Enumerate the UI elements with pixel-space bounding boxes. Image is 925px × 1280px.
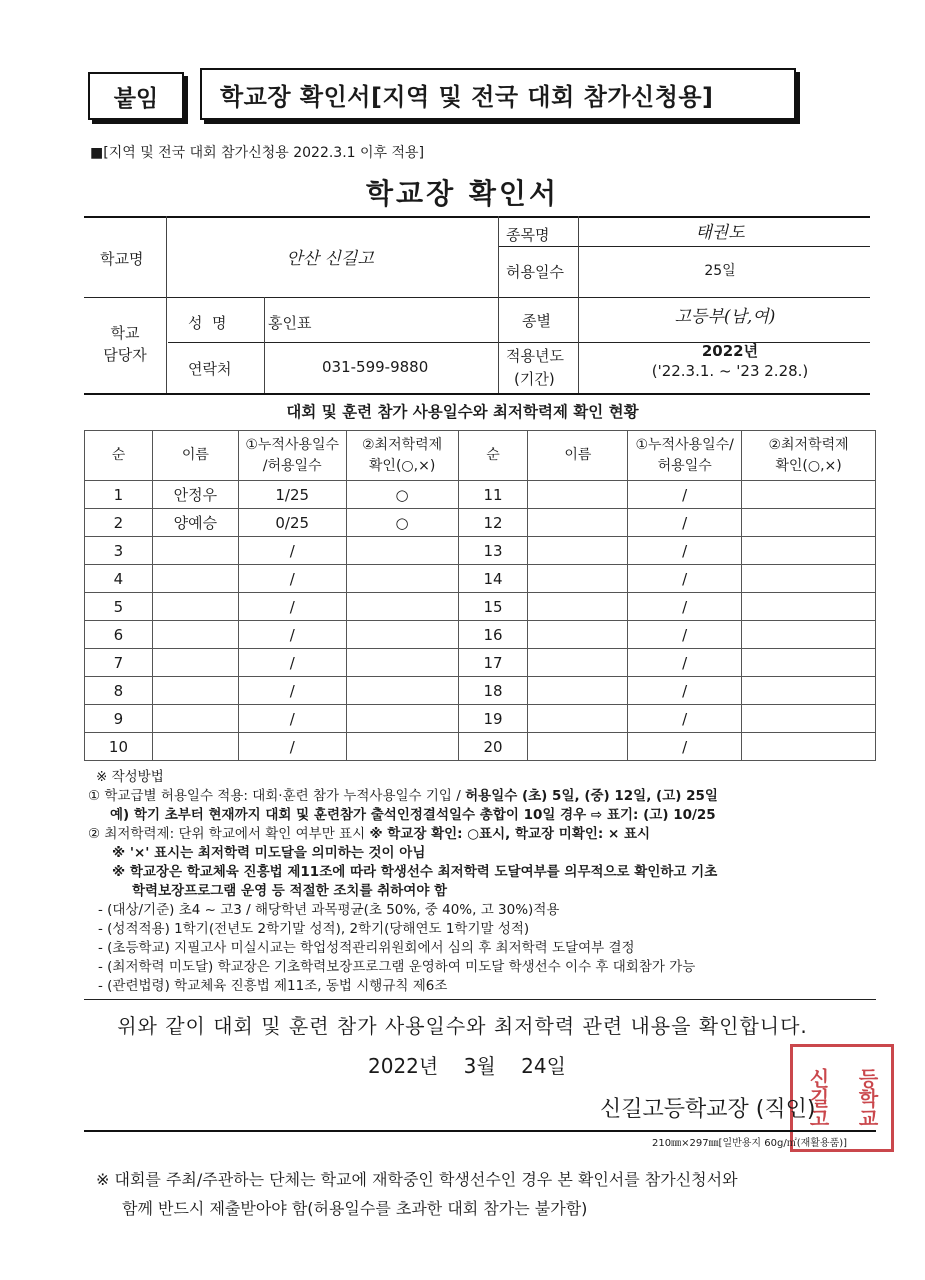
days-value: 25일 bbox=[704, 263, 736, 279]
row-days: / bbox=[238, 733, 346, 761]
submission-notice bbox=[96, 1165, 886, 1223]
table-row bbox=[85, 537, 876, 565]
footer-line-2: 함께 반드시 제출받아야 함(허용일수를 초과한 대회 참가는 불가함) bbox=[122, 1199, 588, 1218]
row-name-right bbox=[528, 537, 628, 565]
detail-3: - (초등학교) 지필고사 미실시교는 학업성적관리위원회에서 심의 후 최저학력 도달여부 결정 bbox=[98, 940, 635, 956]
issue-date: 2022년 3월 24일 bbox=[368, 1054, 566, 1078]
row-check-right bbox=[742, 677, 876, 705]
period-label-sub: (기간) bbox=[514, 370, 555, 388]
paper-spec: 210㎜×297㎜[일반용지 60g/㎡(재활용품)] bbox=[652, 1138, 848, 1149]
row-name: 안정우 bbox=[152, 481, 238, 509]
row-name bbox=[152, 565, 238, 593]
detail-1: - (대상/기준) 초4 ~ 고3 / 해당학년 과목평균(초 50%, 중 40%, 고 30%)적용 bbox=[98, 902, 560, 918]
row-no: 2 bbox=[85, 509, 153, 537]
row-days-right: / bbox=[628, 481, 742, 509]
row-no-right: 13 bbox=[458, 537, 528, 565]
row-name: 양예승 bbox=[152, 509, 238, 537]
row-days: / bbox=[238, 649, 346, 677]
note-3: ※ '×' 표시는 최저학력 미도달을 의미하는 것이 아님 bbox=[112, 845, 426, 861]
row-days: / bbox=[238, 593, 346, 621]
detail-4: - (최저학력 미도달) 학교장은 기초학력보장프로그램 운영하여 미도달 학생선수 이수 후 대회참가 가능 bbox=[98, 959, 696, 975]
row-days: / bbox=[238, 705, 346, 733]
row-check-right bbox=[742, 649, 876, 677]
header-check: ②최저학력제 확인(○,×) bbox=[346, 431, 458, 481]
principal-signature: 신길고등학교장 (직인) bbox=[600, 1097, 816, 1122]
seal-col-1: 신길고 bbox=[806, 1068, 830, 1128]
row-check-right bbox=[742, 705, 876, 733]
row-no: 7 bbox=[85, 649, 153, 677]
row-no: 6 bbox=[85, 621, 153, 649]
row-no: 9 bbox=[85, 705, 153, 733]
row-days-right: / bbox=[628, 733, 742, 761]
row-check-right bbox=[742, 509, 876, 537]
row-no: 8 bbox=[85, 677, 153, 705]
header-no: 순 bbox=[85, 431, 153, 481]
row-no-right: 15 bbox=[458, 593, 528, 621]
writing-instructions bbox=[88, 768, 888, 996]
manager-label: 학교 담당자 bbox=[103, 324, 147, 364]
division-label: 종별 bbox=[522, 312, 551, 330]
table-row bbox=[85, 677, 876, 705]
row-no-right: 14 bbox=[458, 565, 528, 593]
row-no: 4 bbox=[85, 565, 153, 593]
header-name: 이름 bbox=[152, 431, 238, 481]
document-title: 학교장 확인서 bbox=[365, 177, 560, 210]
row-name-right bbox=[528, 593, 628, 621]
event-value: 태권도 bbox=[695, 223, 745, 243]
row-check-right bbox=[742, 481, 876, 509]
info-col-rule bbox=[166, 216, 167, 393]
note-4-cont: 학력보장프로그램 운영 등 적절한 조치를 취하여야 함 bbox=[132, 883, 448, 899]
school-value: 안산 신길고 bbox=[286, 249, 374, 269]
table-row bbox=[85, 705, 876, 733]
row-no-right: 17 bbox=[458, 649, 528, 677]
row-check: ○ bbox=[346, 481, 458, 509]
info-col-rule bbox=[264, 297, 265, 393]
row-name bbox=[152, 705, 238, 733]
header-days-right: ①누적사용일수/ 허용일수 bbox=[628, 431, 742, 481]
row-no: 5 bbox=[85, 593, 153, 621]
info-rule bbox=[84, 297, 870, 298]
row-check: ○ bbox=[346, 509, 458, 537]
detail-5: - (관련법령) 학교체육 진흥법 제11조, 동법 시행규칙 제6조 bbox=[98, 978, 448, 994]
row-days-right: / bbox=[628, 593, 742, 621]
row-days: / bbox=[238, 677, 346, 705]
row-check-right bbox=[742, 537, 876, 565]
row-name-right bbox=[528, 733, 628, 761]
header-name-right: 이름 bbox=[528, 431, 628, 481]
row-name bbox=[152, 677, 238, 705]
row-check-right bbox=[742, 565, 876, 593]
row-name-right bbox=[528, 509, 628, 537]
row-no-right: 11 bbox=[458, 481, 528, 509]
info-col-rule bbox=[498, 216, 499, 393]
table-row bbox=[85, 509, 876, 537]
note-1: ① 학교급별 허용일수 적용: 대회·훈련 참가 누적사용일수 기입 / 허용일수 (초) 5일, (중) 12일, (고) 25일 bbox=[88, 788, 718, 804]
period-label: 적용년도 bbox=[506, 347, 564, 365]
row-name bbox=[152, 733, 238, 761]
row-days: / bbox=[238, 621, 346, 649]
row-check bbox=[346, 649, 458, 677]
row-days: / bbox=[238, 565, 346, 593]
row-check-right bbox=[742, 733, 876, 761]
name-label: 성 명 bbox=[188, 314, 227, 332]
row-no: 1 bbox=[85, 481, 153, 509]
row-check-right bbox=[742, 621, 876, 649]
row-name-right bbox=[528, 621, 628, 649]
table-row bbox=[85, 565, 876, 593]
row-check bbox=[346, 537, 458, 565]
confirmation-text: 위와 같이 대회 및 훈련 참가 사용일수와 최저학력 관련 내용을 확인합니다. bbox=[117, 1014, 808, 1038]
period-range: ('22.3.1. ~ '23 2.28.) bbox=[651, 362, 809, 380]
info-col-rule bbox=[578, 216, 579, 393]
row-check bbox=[346, 621, 458, 649]
row-days-right: / bbox=[628, 537, 742, 565]
table-row bbox=[85, 481, 876, 509]
table-row bbox=[85, 733, 876, 761]
note-1-example: 예) 학기 초부터 현재까지 대회 및 훈련참가 출석인정결석일수 총합이 10일 경우 ⇨ 표기: (고) 10/25 bbox=[110, 807, 716, 823]
row-name bbox=[152, 593, 238, 621]
division-value: 고등부(남,여) bbox=[674, 307, 776, 327]
signature-rule bbox=[84, 1130, 876, 1132]
table-row bbox=[85, 621, 876, 649]
row-name bbox=[152, 537, 238, 565]
seal-col-2: 등학교 bbox=[855, 1068, 879, 1128]
row-days-right: / bbox=[628, 705, 742, 733]
name-value: 홍인표 bbox=[268, 314, 312, 332]
header-check-right: ②최저학력제 확인(○,×) bbox=[742, 431, 876, 481]
days-label: 허용일수 bbox=[506, 263, 564, 281]
row-check-right bbox=[742, 593, 876, 621]
table-row bbox=[85, 649, 876, 677]
info-bottom-rule bbox=[84, 393, 870, 395]
row-no-right: 16 bbox=[458, 621, 528, 649]
detail-2: - (성적적용) 1학기(전년도 2학기말 성적), 2학기(당해연도 1학기말 성적) bbox=[98, 921, 530, 937]
row-check bbox=[346, 565, 458, 593]
table-header-row bbox=[85, 431, 876, 481]
note-4: ※ 학교장은 학교체육 진흥법 제11조에 따라 학생선수 최저학력 도달여부를 의무적으로 확인하고 기초 bbox=[112, 864, 718, 880]
row-check bbox=[346, 593, 458, 621]
header-title: 학교장 확인서[지역 및 전국 대회 참가신청용] bbox=[200, 68, 796, 120]
row-days: 0/25 bbox=[238, 509, 346, 537]
footer-line-1: ※ 대회를 주최/주관하는 단체는 학교에 재학중인 학생선수인 경우 본 확인서를 참가신청서와 bbox=[96, 1170, 738, 1189]
row-no: 3 bbox=[85, 537, 153, 565]
row-days-right: / bbox=[628, 565, 742, 593]
row-no-right: 19 bbox=[458, 705, 528, 733]
info-rule bbox=[498, 246, 870, 247]
row-name-right bbox=[528, 649, 628, 677]
row-name bbox=[152, 649, 238, 677]
status-table bbox=[84, 430, 876, 761]
contact-value: 031-599-9880 bbox=[322, 358, 429, 376]
notes-bottom-rule bbox=[84, 999, 876, 1000]
notes-title: ※ 작성방법 bbox=[96, 769, 164, 785]
application-notice: ■[지역 및 전국 대회 참가신청용 2022.3.1 이후 적용] bbox=[90, 145, 425, 161]
row-no: 10 bbox=[85, 733, 153, 761]
row-days: / bbox=[238, 537, 346, 565]
attachment-tag: 붙임 bbox=[88, 72, 184, 120]
row-days-right: / bbox=[628, 677, 742, 705]
event-label: 종목명 bbox=[506, 226, 550, 244]
row-no-right: 20 bbox=[458, 733, 528, 761]
row-no-right: 12 bbox=[458, 509, 528, 537]
period-year: 2022년 bbox=[701, 342, 759, 360]
row-no-right: 18 bbox=[458, 677, 528, 705]
row-check bbox=[346, 705, 458, 733]
header-no-right: 순 bbox=[458, 431, 528, 481]
row-name-right bbox=[528, 677, 628, 705]
table-row bbox=[85, 593, 876, 621]
row-days-right: / bbox=[628, 621, 742, 649]
row-name-right bbox=[528, 565, 628, 593]
row-name-right bbox=[528, 705, 628, 733]
school-label: 학교명 bbox=[100, 250, 144, 268]
row-name bbox=[152, 621, 238, 649]
note-2: ② 최저학력제: 단위 학교에서 확인 여부만 표시 ※ 학교장 확인: ○표시, 학교장 미확인: × 표시 bbox=[88, 826, 651, 842]
row-days: 1/25 bbox=[238, 481, 346, 509]
row-days-right: / bbox=[628, 509, 742, 537]
row-check bbox=[346, 733, 458, 761]
row-name-right bbox=[528, 481, 628, 509]
row-days-right: / bbox=[628, 649, 742, 677]
contact-label: 연락처 bbox=[188, 360, 232, 378]
status-title: 대회 및 훈련 참가 사용일수와 최저학력제 확인 현황 bbox=[286, 403, 639, 421]
header-days: ①누적사용일수 /허용일수 bbox=[238, 431, 346, 481]
row-check bbox=[346, 677, 458, 705]
